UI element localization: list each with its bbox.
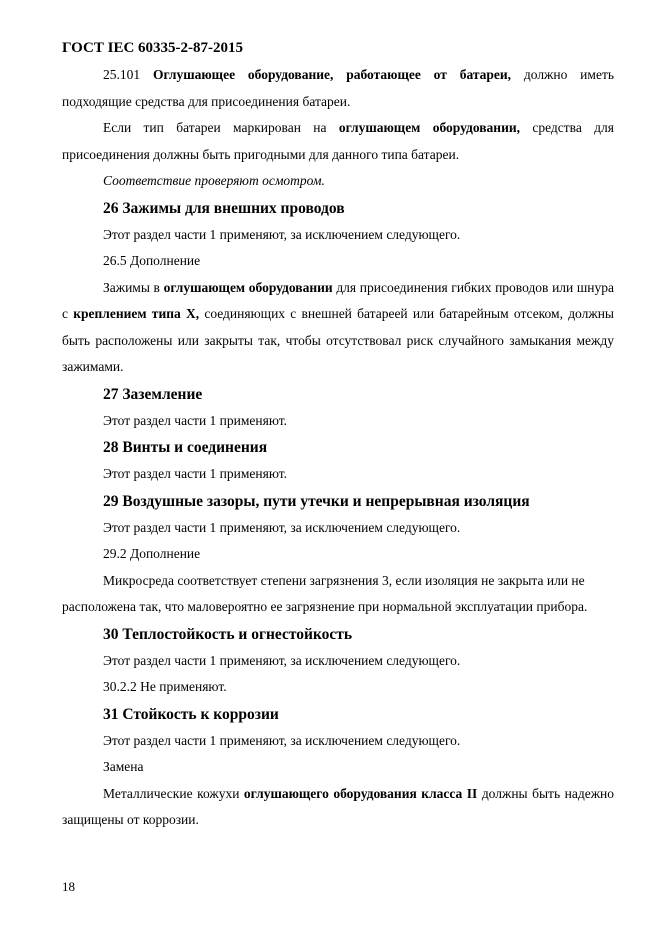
term-bold: креплением типа X,: [73, 306, 200, 321]
paragraph: [62, 248, 614, 275]
text-run: Зажимы в: [103, 279, 164, 295]
paragraph: [62, 115, 614, 168]
section-heading: 29 Воздушные зазоры, пути утечки и непрерывная изоляция: [103, 492, 530, 510]
text-run: Микросреда соответствует степени загрязнения 3, если изоляция не закрыта или не расположена так, что маловероятно ее загрязнение при нормальной эксплуатации прибора.: [62, 572, 588, 614]
term-bold: оглушающем оборудовании,: [338, 120, 520, 135]
text-italic: Соответствие проверяют осмотром.: [103, 173, 325, 188]
text-run: соединяющих с внешней батареей или батарейным отсеком, должны быть расположены или закрыты так, чтобы отсутствовал риск случайного замыкания между зажимами.: [62, 306, 614, 374]
text-run: Если тип батареи маркирован на: [103, 120, 339, 135]
text-run: должны быть надежно защищены от коррозии.: [62, 785, 614, 827]
paragraph: [62, 781, 614, 834]
paragraph: [62, 62, 614, 115]
section-heading: 30 Теплостойкость и огнестойкость: [103, 625, 353, 643]
paragraph: [62, 674, 614, 701]
text-run: 29.2 Дополнение: [103, 546, 201, 561]
paragraph: [62, 728, 614, 755]
paragraph: [62, 754, 614, 781]
text-run: Этот раздел части 1 применяют, за исключением следующего.: [103, 226, 461, 242]
text-run: Этот раздел части 1 применяют.: [103, 412, 288, 428]
text-run: Этот раздел части 1 применяют, за исключением следующего.: [103, 732, 461, 748]
text-run: Этот раздел части 1 применяют.: [103, 466, 288, 481]
paragraph: [62, 168, 614, 195]
paragraph: [62, 541, 614, 568]
text-run: 30.2.2 Не применяют.: [103, 679, 227, 694]
paragraph: [62, 461, 614, 488]
section-heading: 27 Заземление: [103, 385, 203, 403]
term-bold: оглушающем оборудовании: [163, 279, 333, 295]
section-heading: 31 Стойкость к коррозии: [103, 705, 279, 723]
text-run: должно иметь подходящие средства для присоединения батареи.: [62, 67, 615, 109]
term-bold: оглушающего оборудования класса II: [243, 785, 478, 801]
paragraph: [62, 648, 614, 675]
section-heading: 26 Зажимы для внешних проводов: [103, 199, 345, 217]
paragraph: [62, 515, 614, 542]
page-number: 18: [62, 879, 75, 894]
text-run: средства для присоединения должны быть пригодными для данного типа батареи.: [62, 120, 614, 162]
paragraph: [62, 275, 614, 381]
paragraph: [62, 568, 614, 621]
text-run: Металлические кожухи: [103, 785, 244, 801]
term-bold: Оглушающее оборудование, работающее от батареи,: [152, 67, 512, 82]
section-heading: 28 Винты и соединения: [103, 439, 268, 456]
paragraph: [62, 408, 614, 435]
paragraph: [62, 222, 614, 249]
text-run: для присоединения гибких проводов или шнура с: [62, 279, 614, 321]
text-run: 25.101: [103, 67, 153, 82]
document-header: ГОСТ IEC 60335-2-87-2015: [62, 40, 244, 56]
text-run: Этот раздел части 1 применяют, за исключением следующего.: [103, 519, 461, 535]
text-run: Замена: [103, 759, 144, 774]
text-run: 26.5 Дополнение: [103, 253, 201, 268]
document-body: [62, 62, 614, 834]
text-run: Этот раздел части 1 применяют, за исключением следующего.: [103, 652, 461, 668]
